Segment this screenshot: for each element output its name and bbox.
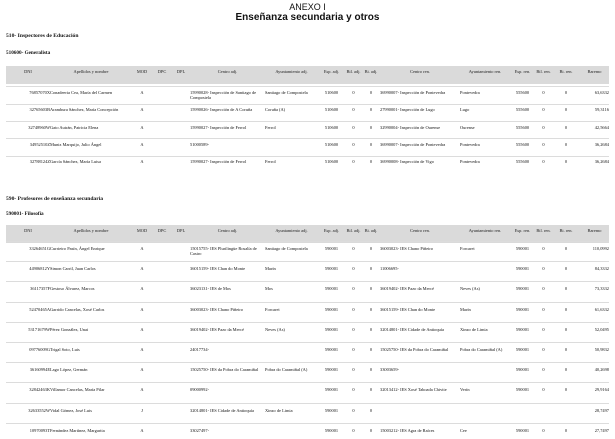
column-header-dpc: DPC (157, 69, 167, 74)
cell-centro-adj: 15990026- Inspección de A Coruña (190, 107, 253, 113)
column-header-ayto-adj: Ayuntamiento adj. (275, 228, 308, 233)
cell-dni: 53171679W (28, 326, 50, 332)
cell-bi-adj: 0 (369, 347, 373, 352)
cell-mod: A (140, 306, 144, 312)
cell-baremo: 50,9832 (594, 347, 609, 352)
column-header-name: Apellidos y nombre (73, 69, 109, 74)
cell-bil-ren: 0 (542, 246, 545, 251)
cell-baremo: 36,2684 (594, 141, 609, 147)
cell-centro-adj: 51000589- (190, 141, 210, 147)
cell-ayto-ren: Pontevedra (460, 141, 480, 147)
cell-bil-adj: 0 (352, 266, 355, 272)
column-header-centro-ren: Centro ren. (410, 69, 430, 74)
annex-label: ANEXO I (289, 2, 326, 12)
row-divider (6, 281, 609, 282)
cell-centro-ren: 15003212- IES Agra de Raíces (380, 427, 435, 433)
cell-ayto-adj: Marín (265, 266, 276, 272)
cell-centro-adj: 15015755- IES Plurilingüe Rosalía de Castro (190, 246, 257, 257)
cell-mod: A (140, 367, 144, 373)
cell-centro-ren: 32990004- Inspección de Ourense (380, 124, 441, 130)
cell-bil-adj: 0 (352, 306, 355, 312)
cell-centro-ren: 33003659- (380, 367, 400, 373)
cell-dni: 32788124Z (29, 159, 50, 165)
page-title: Enseñanza secundaria y otros (235, 12, 380, 23)
cell-dni: 36160994E (29, 367, 50, 373)
cell-centro-ren: 11006695- (380, 266, 399, 272)
cell-bi-adj: 0 (369, 407, 373, 413)
cell-ayto-adj: Neves (As) (265, 326, 285, 332)
cell-ayto-ren: Ourense (460, 124, 475, 130)
cell-bil-adj: 0 (352, 387, 355, 393)
cell-esp-ren: 590001 (515, 286, 530, 292)
cell-bi-ren: 0 (564, 326, 568, 332)
cell-esp-ren: 555600 (515, 90, 530, 95)
cell-centro-adj: 33027497- (190, 427, 210, 433)
cell-bil-ren: 0 (542, 124, 545, 130)
cell-ayto-ren: Neves (As) (460, 286, 480, 292)
cell-name: Villamor Cancelas, María Pilar (50, 387, 105, 393)
column-header-centro-adj: Centro adj. (217, 69, 238, 74)
cell-bi-ren: 0 (564, 347, 568, 352)
cell-centro-ren: 36019402- IES Pazo da Mercé (380, 286, 434, 292)
column-header-esp-adj: Esp. adj. (323, 228, 340, 233)
column-header-bi-ren: Bi. ren. (559, 69, 573, 74)
cell-ayto-ren: Lugo (460, 107, 470, 113)
cell-mod: J (141, 407, 143, 413)
cell-esp-adj: 590001 (324, 387, 339, 393)
cell-esp-ren: 590001 (515, 326, 530, 332)
cell-bi-adj: 0 (369, 427, 373, 433)
cell-mod: A (140, 141, 144, 147)
cell-centro-adj: 15990027- Inspección de Ferrol (190, 159, 247, 165)
cell-baremo: 36,2684 (594, 159, 609, 165)
cell-bil-adj: 0 (352, 347, 355, 352)
column-header-bi-ren: Bi. ren. (559, 228, 573, 233)
row-divider (6, 86, 609, 87)
cell-baremo: 40,2698 (594, 367, 609, 373)
cell-centro-ren: 27990001- Inspección de Lugo (380, 107, 435, 113)
cell-bil-adj: 0 (352, 159, 355, 165)
cell-bi-adj: 0 (369, 107, 373, 113)
cell-name: Lago López, Germán (50, 367, 88, 373)
cell-mod: A (140, 90, 144, 95)
cell-name: Arambura Sánchez, María Concepción (50, 107, 119, 113)
cell-bi-adj: 0 (369, 141, 373, 147)
cell-mod: A (140, 266, 144, 272)
column-header-mod: MOD (136, 69, 148, 74)
cell-bi-ren: 0 (564, 367, 568, 373)
cell-bi-adj: 0 (369, 286, 373, 292)
cell-bil-ren: 0 (542, 266, 545, 272)
cell-centro-adj: 15990028- Inspección de Santiago de Compostela (190, 90, 257, 101)
cell-esp-ren: 555600 (515, 124, 530, 130)
cell-dni: 10970093T (29, 427, 50, 433)
cell-centro-adj: 24017734- (190, 347, 210, 352)
cell-bil-adj: 0 (352, 427, 355, 433)
cell-ayto-adj: Xinzo de Limia (265, 407, 293, 413)
cell-bil-adj: 0 (352, 107, 355, 113)
column-header-bil-adj: Bil. adj. (346, 69, 361, 74)
cell-dni: 32842463K (29, 387, 50, 393)
cell-baremo: 52,0495 (594, 326, 609, 332)
section-title: 590- Profesores de enseñanza secundaria (6, 196, 104, 202)
section-subtitle: 590001- Filosofía (6, 211, 44, 217)
cell-mod: A (140, 387, 144, 393)
row-divider (6, 241, 609, 242)
column-header-centro-adj: Centro adj. (217, 228, 238, 233)
cell-name: Vidal Gómez, José Luis (50, 407, 92, 413)
cell-ayto-ren: Xinzo de Limia (460, 326, 488, 332)
cell-centro-adj: 15990027- Inspección de Ferrol (190, 124, 247, 130)
cell-dni: 09776009G (29, 347, 50, 352)
column-header-esp-ren: Esp. ren. (514, 228, 531, 233)
cell-bil-adj: 0 (352, 407, 355, 413)
cell-bil-adj: 0 (352, 286, 355, 292)
cell-esp-ren: 555600 (515, 159, 530, 165)
cell-esp-adj: 510600 (324, 159, 339, 165)
cell-centro-ren: 36990007- Inspección de Pontevedra (380, 141, 446, 147)
cell-dni: 33264651G (29, 246, 50, 251)
row-divider (6, 138, 609, 139)
row-divider (6, 423, 609, 424)
cell-baremo: 73,3332 (594, 286, 609, 292)
row-divider (6, 156, 609, 157)
cell-bi-ren: 0 (564, 387, 568, 393)
cell-esp-adj: 590001 (324, 306, 339, 312)
cell-baremo: 29,9164 (594, 387, 609, 393)
cell-esp-adj: 510600 (324, 141, 339, 147)
cell-esp-ren: 590001 (515, 246, 530, 251)
cell-esp-adj: 590001 (324, 347, 339, 352)
row-divider (6, 362, 609, 363)
cell-centro-ren: 32013412- IES Xosé Taboada Chivite (380, 387, 447, 393)
column-header-ayto-adj: Ayuntamiento adj. (275, 69, 308, 74)
cell-bi-adj: 0 (369, 159, 373, 165)
cell-centro-ren: 36990008- Inspección de Vigo (380, 159, 434, 165)
cell-dni: 32748960W (28, 124, 50, 130)
cell-esp-ren: 590001 (515, 387, 530, 393)
cell-dni: 76857070X (29, 90, 50, 95)
cell-bil-ren: 0 (542, 326, 545, 332)
cell-dni: 36117357F (30, 286, 50, 292)
cell-name: Pérez González, Unai (50, 326, 89, 332)
cell-bil-ren: 0 (542, 427, 545, 433)
cell-ayto-ren: Forcarei (460, 246, 475, 251)
cell-bi-ren: 0 (564, 124, 568, 130)
cell-bi-ren: 0 (564, 306, 568, 312)
cell-mod: A (140, 347, 144, 352)
cell-centro-adj: 36015159- IES Chan do Monte (190, 266, 246, 272)
cell-dni: 32765603B (29, 107, 50, 113)
column-header-esp-ren: Esp. ren. (514, 69, 531, 74)
cell-bil-adj: 0 (352, 367, 355, 373)
cell-name: Currieiro Pasín, Ángel Enrique (50, 246, 105, 251)
cell-mod: A (140, 159, 144, 165)
cell-ayto-ren: Verín (460, 387, 470, 393)
cell-bil-adj: 0 (352, 141, 355, 147)
cell-esp-adj: 590001 (324, 427, 339, 433)
cell-name: Trigal Soto, Luis (50, 347, 80, 352)
cell-bi-ren: 0 (564, 159, 568, 165)
column-header-ayto-ren: Ayuntamiento ren. (468, 228, 502, 233)
cell-bil-ren: 0 (542, 159, 545, 165)
cell-bil-ren: 0 (542, 387, 545, 393)
cell-bil-ren: 0 (542, 90, 545, 95)
column-header-name: Apellidos y nombre (73, 228, 109, 233)
cell-mod: A (140, 427, 144, 433)
cell-esp-ren: 590001 (515, 367, 530, 373)
column-header-mod: MOD (136, 228, 148, 233)
cell-esp-adj: 590001 (324, 286, 339, 292)
cell-name: Muniz Marquijo, Julio Ángel (50, 141, 102, 147)
row-divider (6, 322, 609, 323)
cell-esp-ren: 555600 (515, 107, 530, 113)
row-divider (6, 403, 609, 404)
cell-mod: A (140, 326, 144, 332)
cell-esp-ren: 590001 (515, 427, 530, 433)
cell-baremo: 63,6332 (594, 90, 609, 95)
cell-bi-ren: 0 (564, 141, 568, 147)
cell-bi-adj: 0 (369, 90, 373, 95)
column-header-baremo: Baremo (587, 228, 602, 233)
section-title: 510- Inspectores de Educación (6, 33, 79, 39)
cell-ayto-adj: Forcarei (265, 306, 280, 312)
cell-esp-adj: 590001 (324, 367, 339, 373)
cell-name: Gato Autrán, Patricia Elena (50, 124, 99, 130)
cell-centro-adj: 15025750- IES da Pobra do Caramiñal (190, 367, 259, 373)
column-header-bil-adj: Bil. adj. (346, 228, 361, 233)
cell-bi-ren: 0 (564, 90, 568, 95)
cell-ayto-ren: Cee (460, 427, 467, 433)
cell-centro-ren: 36015159- IES Chan do Monte (380, 306, 436, 312)
cell-dni: 32633552W (28, 407, 50, 413)
cell-centro-ren: 36003023- IES Chano Piñeiro (380, 246, 434, 251)
cell-baremo: 59,3116 (594, 107, 609, 113)
row-divider (6, 104, 609, 105)
cell-name: Fernández Martínez, Margarita (50, 427, 105, 433)
column-header-baremo: Baremo (587, 69, 602, 74)
cell-ayto-ren: Pontevedra (460, 90, 480, 95)
cell-bil-adj: 0 (352, 246, 355, 251)
column-header-esp-adj: Esp. adj. (323, 69, 340, 74)
cell-baremo: 84,3332 (594, 266, 609, 272)
cell-bi-adj: 0 (369, 367, 373, 373)
column-header-ayto-ren: Ayuntamiento ren. (468, 69, 502, 74)
cell-bil-ren: 0 (542, 107, 545, 113)
cell-bil-ren: 0 (542, 141, 545, 147)
cell-dni: 52470465A (29, 306, 50, 312)
cell-mod: A (140, 246, 144, 251)
cell-ayto-adj: Coruña (A) (265, 107, 286, 113)
cell-esp-adj: 590001 (324, 246, 339, 251)
column-header-dni: DNI (24, 228, 32, 233)
column-header-bi-adj: Bi. adj. (364, 228, 378, 233)
cell-bi-adj: 0 (369, 124, 373, 130)
column-header-dpl: DPL (176, 69, 186, 74)
cell-ayto-adj: Ferrol (265, 159, 276, 165)
cell-bil-ren: 0 (542, 367, 545, 373)
cell-centro-ren: 36990007- Inspección de Pontevedra (380, 90, 446, 95)
cell-ayto-adj: Mos (265, 286, 273, 292)
cell-bi-adj: 0 (369, 266, 373, 272)
cell-bi-ren: 0 (564, 266, 568, 272)
cell-esp-ren: 590001 (515, 306, 530, 312)
row-divider (6, 342, 609, 343)
cell-centro-adj: 36023131- IES de Mos (190, 286, 231, 292)
cell-bi-adj: 0 (369, 326, 373, 332)
cell-centro-adj: 36019402- IES Pazo da Mercé (190, 326, 244, 332)
column-header-dpl: DPL (176, 228, 186, 233)
cell-esp-adj: 590001 (324, 266, 339, 272)
cell-esp-adj: 590001 (324, 326, 339, 332)
cell-baremo: 28,7497 (594, 407, 609, 413)
column-header-dpc: DPC (157, 228, 167, 233)
cell-ayto-ren: Marín (460, 306, 471, 312)
cell-mod: A (140, 124, 144, 130)
cell-ayto-ren: Pobra do Caramiñal (A) (460, 347, 503, 352)
column-header-bil-ren: Bil. ren. (536, 228, 551, 233)
cell-bi-adj: 0 (369, 246, 373, 251)
cell-bil-adj: 0 (352, 90, 355, 95)
cell-bil-ren: 0 (542, 286, 545, 292)
cell-dni: 44906812Y (29, 266, 50, 272)
cell-bi-ren: 0 (564, 286, 568, 292)
cell-baremo: 27,7497 (594, 427, 609, 433)
cell-esp-ren: 590001 (515, 266, 530, 272)
cell-name: Gestoso Álvarez, Marcos (50, 286, 95, 292)
cell-ayto-adj: Santiago de Compostela (265, 246, 308, 251)
cell-bi-ren: 0 (564, 107, 568, 113)
cell-ayto-adj: Santiago de Compostela (265, 90, 308, 95)
column-header-centro-ren: Centro ren. (410, 228, 430, 233)
cell-esp-adj: 510600 (324, 124, 339, 130)
cell-esp-adj: 590001 (324, 407, 339, 413)
cell-bil-ren: 0 (542, 347, 545, 352)
cell-esp-ren: 555600 (515, 141, 530, 147)
cell-baremo: 110,0992 (592, 246, 609, 251)
cell-bi-adj: 0 (369, 387, 373, 393)
cell-name: Garrido Cancelas, Xosé Carlos (50, 306, 105, 312)
column-header-bi-adj: Bi. adj. (364, 69, 378, 74)
column-header-dni: DNI (24, 69, 32, 74)
column-header-bil-ren: Bil. ren. (536, 69, 551, 74)
cell-bi-ren: 0 (564, 427, 568, 433)
cell-mod: A (140, 107, 144, 113)
row-divider (6, 302, 609, 303)
cell-bil-ren: 0 (542, 306, 545, 312)
cell-bil-adj: 0 (352, 124, 355, 130)
cell-bi-ren: 0 (564, 246, 568, 251)
cell-esp-adj: 510600 (324, 107, 339, 113)
cell-centro-ren: 32014801- IES Cidade de Antioquía (380, 326, 444, 332)
cell-bil-adj: 0 (352, 326, 355, 332)
cell-centro-adj: 09000992- (190, 387, 210, 393)
cell-mod: A (140, 286, 144, 292)
cell-centro-adj: 36003023- IES Chano Piñeiro (190, 306, 244, 312)
cell-esp-ren: 590001 (515, 347, 530, 352)
cell-ayto-adj: Ferrol (265, 124, 276, 130)
section-subtitle: 510600- Generalista (6, 50, 51, 56)
row-divider (6, 382, 609, 383)
row-divider (6, 261, 609, 262)
cell-name: Conadeeria Cea, María del Carmen (50, 90, 113, 95)
cell-name: García Sánchez, María Luisa (50, 159, 101, 165)
row-divider (6, 121, 609, 122)
cell-esp-adj: 510600 (324, 90, 339, 95)
cell-centro-adj: 32014801- IES Cidade de Antioquía (190, 407, 254, 413)
cell-bi-adj: 0 (369, 306, 373, 312)
cell-baremo: 42,5664 (594, 124, 609, 130)
cell-name: Simon Carril, Juan Carlos (50, 266, 96, 272)
cell-ayto-ren: Pontevedra (460, 159, 480, 165)
cell-centro-ren: 15025750- IES da Pobra do Caramiñal (380, 347, 449, 352)
cell-dni: 34952510Z (29, 141, 50, 147)
cell-ayto-adj: Pobra do Caramiñal (A) (265, 367, 308, 373)
cell-baremo: 61,6332 (594, 306, 609, 312)
